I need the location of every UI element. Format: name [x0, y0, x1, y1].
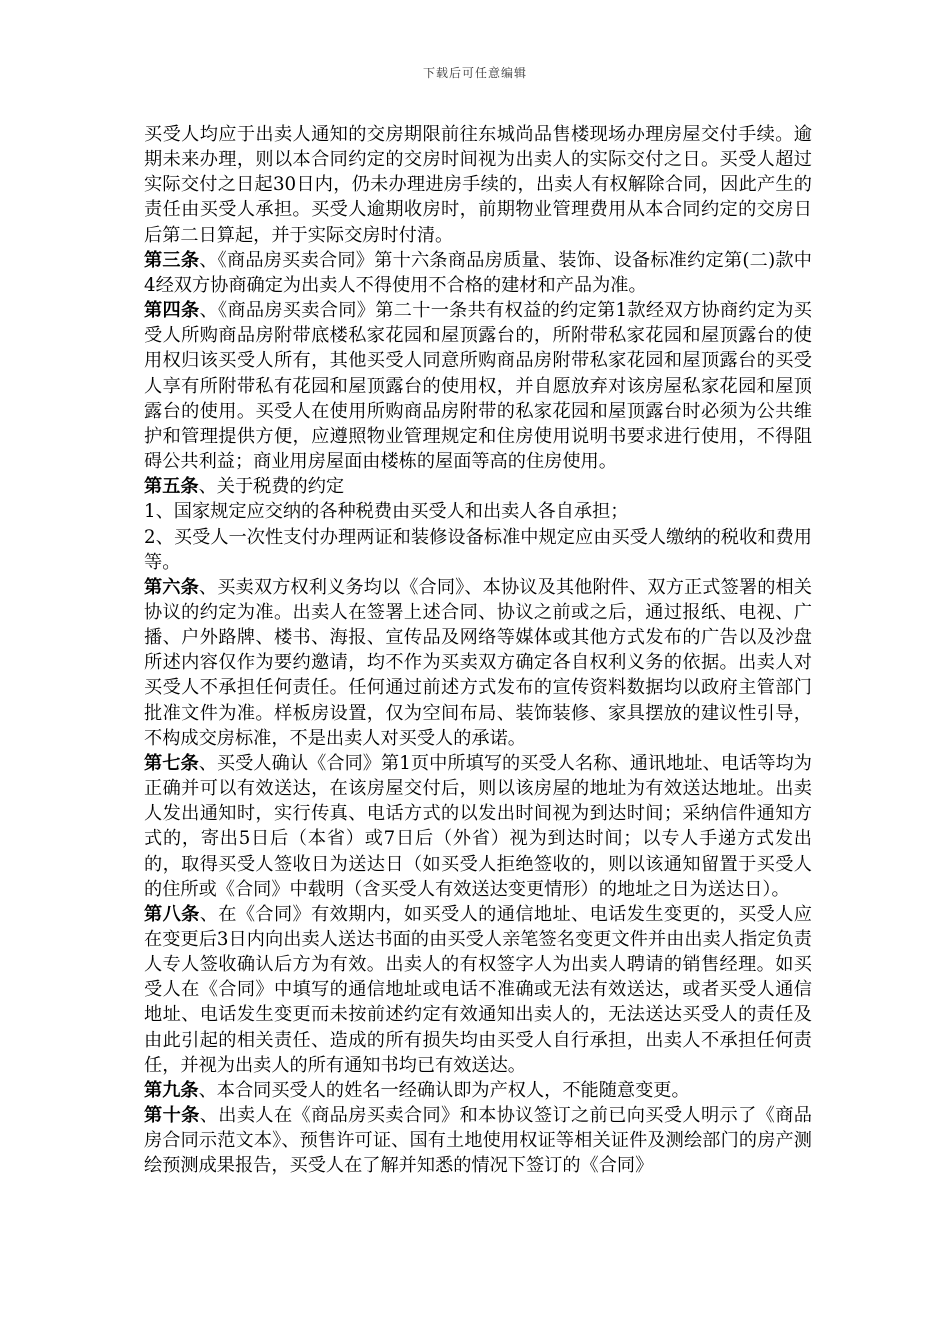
paragraph-item-2 — [144, 525, 812, 575]
paragraph-clause-8 — [144, 902, 812, 1078]
paragraph-text: 、买受人确认《合同》第1页中所填写的买受人名称、通讯地址、电话等均为正确并可以有效送达，在该房屋交付后，则以该房屋的地址为有效送达地址。出卖人发出通知时，实行传真、电话方式的以发出时间视为到达时间；采纳信件通知方式的，寄出5日后（本省）或7日后（外省）视为到达时间；以专人手递方式发出的，取得买受人签收日为送达日（如买受人拒绝签收的，则以该通知留置于买受人的住所或《合同》中载明（含买受人有效送达变更情形）的地址之日为送达日）。 — [144, 752, 812, 900]
paragraph-clause-5 — [144, 474, 812, 499]
paragraph-clause-9 — [144, 1078, 812, 1103]
header-note: 下载后可任意编辑 — [422, 66, 527, 80]
paragraph-item-1 — [144, 499, 812, 524]
clause-heading: 第四条 — [144, 300, 200, 322]
clause-heading: 第六条 — [144, 576, 199, 598]
paragraph-text: 、买卖双方权利义务均以《合同》、本协议及其他附件、双方正式签署的相关协议的约定为准。出卖人在签署上述合同、协议之前或之后，通过报纸、电视、广播、户外路牌、楼书、海报、宣传品及网络等媒体或其他方式发布的广告以及沙盘所述内容仅作为要约邀请，均不作为买卖双方确定各自权利义务的依据。出卖人对买受人不承担任何责任。任何通过前述方式发布的宣传资料数据均以政府主管部门批准文件为准。样板房设置，仅为空间布局、装饰装修、家具摆放的建议性引导，不构成交房标准，不是出卖人对买受人的承诺。 — [144, 576, 812, 749]
paragraph-text: 买受人均应于出卖人通知的交房期限前往东城尚品售楼现场办理房屋交付手续。逾期未来办理，则以本合同约定的交房时间视为出卖人的实际交付之日。买受人超过实际交付之日起30日内，仍未办理进房手续的，出卖人有权解除合同，因此产生的责任由买受人承担。买受人逾期收房时，前期物业管理费用从本合同约定的交房日后第二日算起，并于实际交房时付清。 — [144, 124, 812, 246]
paragraph-clause-4 — [144, 298, 812, 474]
clause-heading: 第十条 — [144, 1105, 200, 1127]
paragraph-text: 、本合同买受人的姓名一经确认即为产权人，不能随意变更。 — [198, 1079, 690, 1101]
clause-heading: 第八条 — [144, 903, 200, 925]
paragraph-text: 、《商品房买卖合同》第二十一条共有权益的约定第1款经双方协商约定为买受人所购商品房附带底楼私家花园和屋顶露台的，所附带私家花园和屋顶露台的使用权归该买受人所有，其他买受人同意所购商品房附带私家花园和屋顶露台的买受人享有所附带私有花园和屋顶露台的使用权，并自愿放弃对该房屋私家花园和屋顶露台的使用。买受人在使用所购商品房附带的私家花园和屋顶露台时必须为公共维护和管理提供方便，应遵照物业管理规定和住房使用说明书要求进行使用，不得阻碍公共利益；商业用房屋面由楼栋的屋面等高的住房使用。 — [144, 300, 812, 473]
clause-heading: 第九条 — [144, 1079, 199, 1101]
paragraph-text: 1、国家规定应交纳的各种税费由买受人和出卖人各自承担； — [144, 501, 629, 523]
paragraph-clause-6 — [144, 575, 812, 751]
paragraph-clause-3 — [144, 248, 812, 298]
paragraph-clause-7 — [144, 751, 812, 902]
paragraph-clause-10 — [144, 1103, 812, 1178]
clause-heading: 第五条 — [144, 476, 199, 498]
clause-heading: 第三条 — [144, 249, 200, 271]
paragraph-text: 2、买受人一次性支付办理两证和装修设备标准中规定应由买受人缴纳的税收和费用等。 — [144, 526, 812, 573]
paragraph-intro — [144, 122, 812, 248]
document-body — [144, 122, 812, 1179]
paragraph-text: 、《商品房买卖合同》第十六条商品房质量、装饰、设备标准约定第(二)款中4经双方协商确定为出卖人不得使用不合格的建材和产品为准。 — [144, 249, 812, 296]
paragraph-text: 、在《合同》有效期内，如买受人的通信地址、电话发生变更的，买受人应在变更后3日内向出卖人送达书面的由买受人亲笔签名变更文件并由出卖人指定负责人专人签收确认后方为有效。出卖人的有权签字人为出卖人聘请的销售经理。如买受人在《合同》中填写的通信地址或电话不准确或无法有效送达，或者买受人通信地址、电话发生变更而未按前述约定有效通知出卖人的，无法送达买受人的责任及由此引起的相关责任、造成的所有损失均由买受人自行承担，出卖人不承担任何责任，并视为出卖人的所有通知书均已有效送达。 — [144, 903, 812, 1076]
paragraph-text: 、关于税费的约定 — [198, 476, 345, 498]
clause-heading: 第七条 — [144, 752, 199, 774]
paragraph-text: 、出卖人在《商品房买卖合同》和本协议签订之前已向买受人明示了《商品房合同示范文本》、预售许可证、国有土地使用权证等相关证件及测绘部门的房产测绘预测成果报告，买受人在了解并知悉的情况下签订的《合同》 — [144, 1105, 812, 1177]
